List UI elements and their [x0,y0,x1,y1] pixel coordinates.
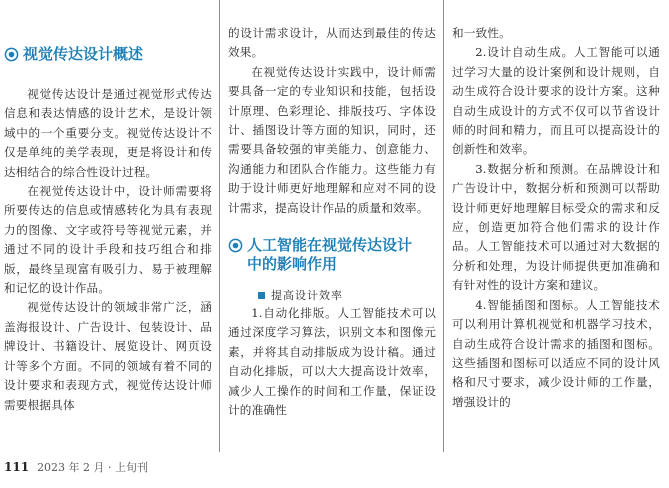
section-heading-ai-impact [228,236,436,274]
issue-date: 2023 年 2 月 · 上旬刊 [37,461,149,474]
paragraph: 视觉传达设计的领域非常广泛，涵盖海报设计、广告设计、包装设计、品牌设计、书籍设计、展览设计、网页设计等多个方面。不同的领域有着不同的设计要求和表现方式，视觉传达设计师需要根据具体 [4,300,212,412]
section-heading-overview [4,45,212,64]
square-bullet-icon [258,292,265,299]
paragraph: 在视觉传达设计中，设计师需要将所要传达的信息或情感转化为具有表现力的图像、文字或符号等视觉元素，并通过不同的设计手段和技巧组合和排版，最终呈现富有吸引力、易于被理解和记忆的设计作品。 [4,184,212,296]
column-3 [452,0,660,412]
paragraph: 1.自动化排版。人工智能技术可以通过深度学习算法，识别文本和图像元素，并将其自动排版成为设计稿。通过自动化排版，可以大大提高设计效率，减少人工操作的时间和工作量，保证设计的准确性 [228,306,436,418]
paragraph-continuation: 和一致性。 [452,26,511,40]
circle-bullet-icon [4,47,19,62]
column-divider [443,0,444,452]
column-1 [4,0,212,415]
subheading-label: 提高设计效率 [271,289,343,303]
page-number: 111 [4,460,30,474]
column-2 [228,0,436,421]
paragraph: 视觉传达设计是通过视觉形式传达信息和表达情感的设计艺术，是设计领域中的一个重要分支。视觉传达设计不仅是单纯的美学表现，更是将设计和传达相结合的综合性设计过程。 [4,87,212,179]
subheading [228,286,436,304]
paragraph: 3.数据分析和预测。在品牌设计和广告设计中，数据分析和预测可以帮助设计师更好地理解目标受众的需求和反应，创造更加符合他们需求的设计作品。人工智能技术可以通过对大数据的分析和处理，为设计师提供更加准确和有针对性的设计方案和建议。 [452,161,660,293]
paragraph: 4.智能插图和图标。人工智能技术可以利用计算机视觉和机器学习技术，自动生成符合设计需求的插图和图标。这些插图和图标可以适应不同的设计风格和尺寸要求，减少设计师的工作量，增强设计的 [452,297,660,409]
paragraph-continuation: 的设计需求设计，从而达到最佳的传达效果。 [228,26,436,60]
section-title: 视觉传达设计概述 [23,45,144,63]
page-footer [4,459,148,479]
circle-bullet-icon [228,238,243,253]
paragraph: 在视觉传达设计实践中，设计师需要具备一定的专业知识和技能，包括设计原理、色彩理论、排版技巧、字体设计、插图设计等方面的知识，同时，还需要具备较强的审美能力、创意能力、沟通能力和团队合作能力。这些能力有助于设计师更好地理解和应对不同的设计需求，提高设计作品的质量和效率。 [228,64,436,215]
section-title: 人工智能在视觉传达设计 中的影响作用 [247,236,413,274]
paragraph: 2.设计自动生成。人工智能可以通过学习大量的设计案例和设计规则，自动生成符合设计要求的设计方案。这种自动生成设计的方式不仅可以节省设计师的时间和精力，而且可以提高设计的创新性和效率。 [452,45,660,157]
column-divider [219,0,220,452]
